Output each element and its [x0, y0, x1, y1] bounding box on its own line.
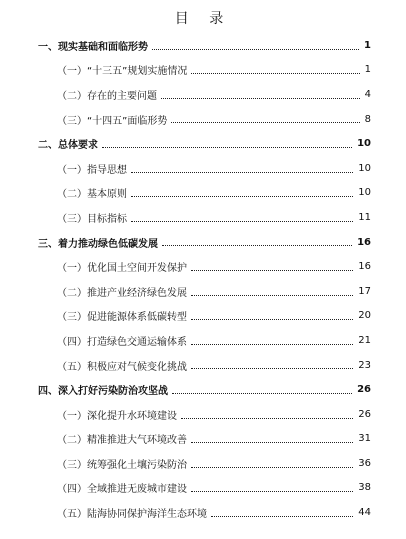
toc-chapter-label: 三、着力推动绿色低碳发展	[38, 235, 160, 250]
dot-leader	[191, 467, 353, 468]
toc-section-label: （三）目标指标	[57, 210, 129, 225]
toc-page-number: 10	[357, 138, 371, 150]
toc-section-4-5[interactable]	[0, 500, 406, 525]
toc-section-label: （三）促进能源体系低碳转型	[57, 308, 189, 323]
toc-page-number: 20	[358, 310, 371, 322]
toc-section-label: （一）优化国土空间开发保护	[57, 259, 189, 274]
dot-leader	[191, 319, 353, 320]
toc-page-number: 31	[358, 433, 371, 445]
dot-leader	[191, 442, 353, 443]
dot-leader	[191, 73, 359, 74]
toc-section-label: （二）存在的主要问题	[57, 87, 159, 102]
dot-leader	[191, 270, 353, 271]
toc-section-4-2[interactable]	[0, 427, 406, 452]
toc-section-3-2[interactable]	[0, 279, 406, 304]
dot-leader	[162, 245, 352, 246]
toc-page-number: 11	[358, 211, 371, 223]
toc-section-label: （一）深化提升水环境建设	[57, 407, 179, 422]
toc-chapter-1[interactable]	[0, 33, 406, 58]
toc-section-3-1[interactable]	[0, 254, 406, 279]
toc-section-label: （一）指导思想	[57, 161, 129, 176]
dot-leader	[131, 172, 353, 173]
dot-leader	[102, 147, 352, 148]
toc-page-number: 38	[358, 482, 371, 494]
toc-page-number: 4	[364, 88, 371, 100]
toc-section-1-1[interactable]	[0, 58, 406, 83]
toc-section-4-3[interactable]	[0, 451, 406, 476]
toc-section-label: （三）“十四五”面临形势	[57, 112, 169, 127]
dot-leader	[191, 491, 353, 492]
toc-page-number: 1	[364, 64, 371, 76]
dot-leader	[191, 368, 353, 369]
dot-leader	[131, 221, 353, 222]
toc-section-3-3[interactable]	[0, 304, 406, 329]
toc-page-number: 23	[358, 359, 371, 371]
toc-section-2-2[interactable]	[0, 181, 406, 206]
toc-page-number: 21	[358, 334, 371, 346]
toc-section-4-4[interactable]	[0, 476, 406, 501]
toc-chapter-4[interactable]	[0, 377, 406, 402]
toc-chapter-label: 二、总体要求	[38, 136, 100, 151]
toc-page-number: 16	[358, 261, 371, 273]
toc-section-1-2[interactable]	[0, 82, 406, 107]
toc-page-number: 26	[358, 408, 371, 420]
toc-title: 目 录	[174, 11, 232, 27]
toc-page-number: 26	[357, 384, 371, 396]
toc-section-label: （五）陆海协同保护海洋生态环境	[57, 505, 209, 520]
toc-page-number: 10	[358, 162, 371, 174]
toc-page-number: 17	[358, 285, 371, 297]
toc-page-number: 36	[358, 457, 371, 469]
dot-leader	[172, 393, 352, 394]
toc-section-3-4[interactable]	[0, 328, 406, 353]
toc-section-4-1[interactable]	[0, 402, 406, 427]
toc-page-number: 1	[364, 39, 371, 51]
toc-section-2-1[interactable]	[0, 156, 406, 181]
dot-leader	[211, 516, 353, 517]
dot-leader	[152, 49, 359, 50]
dot-leader	[171, 122, 359, 123]
dot-leader	[181, 418, 353, 419]
toc-section-label: （三）统筹强化土壤污染防治	[57, 456, 189, 471]
toc-section-1-3[interactable]	[0, 107, 406, 132]
toc-section-3-5[interactable]	[0, 353, 406, 378]
toc-chapter-2[interactable]	[0, 131, 406, 156]
toc-section-label: （四）打造绿色交通运输体系	[57, 333, 189, 348]
dot-leader	[131, 196, 353, 197]
toc-section-label: （五）积极应对气候变化挑战	[57, 358, 189, 373]
toc-section-label: （二）基本原则	[57, 185, 129, 200]
dot-leader	[191, 344, 353, 345]
toc-section-label: （二）推进产业经济绿色发展	[57, 284, 189, 299]
toc-page-number: 8	[364, 113, 371, 125]
toc-chapter-3[interactable]	[0, 230, 406, 255]
toc-page-number: 16	[357, 236, 371, 248]
toc-section-label: （二）精准推进大气环境改善	[57, 431, 189, 446]
toc-list	[0, 33, 406, 525]
dot-leader	[161, 98, 360, 99]
toc-page-number: 44	[358, 507, 371, 519]
toc-section-label: （一）“十三五”规划实施情况	[57, 62, 189, 77]
toc-chapter-label: 四、深入打好污染防治攻坚战	[38, 382, 170, 397]
toc-section-label: （四）全域推进无废城市建设	[57, 480, 189, 495]
toc-page-number: 10	[358, 187, 371, 199]
toc-chapter-label: 一、现实基础和面临形势	[38, 38, 150, 53]
toc-section-2-3[interactable]	[0, 205, 406, 230]
dot-leader	[191, 295, 353, 296]
